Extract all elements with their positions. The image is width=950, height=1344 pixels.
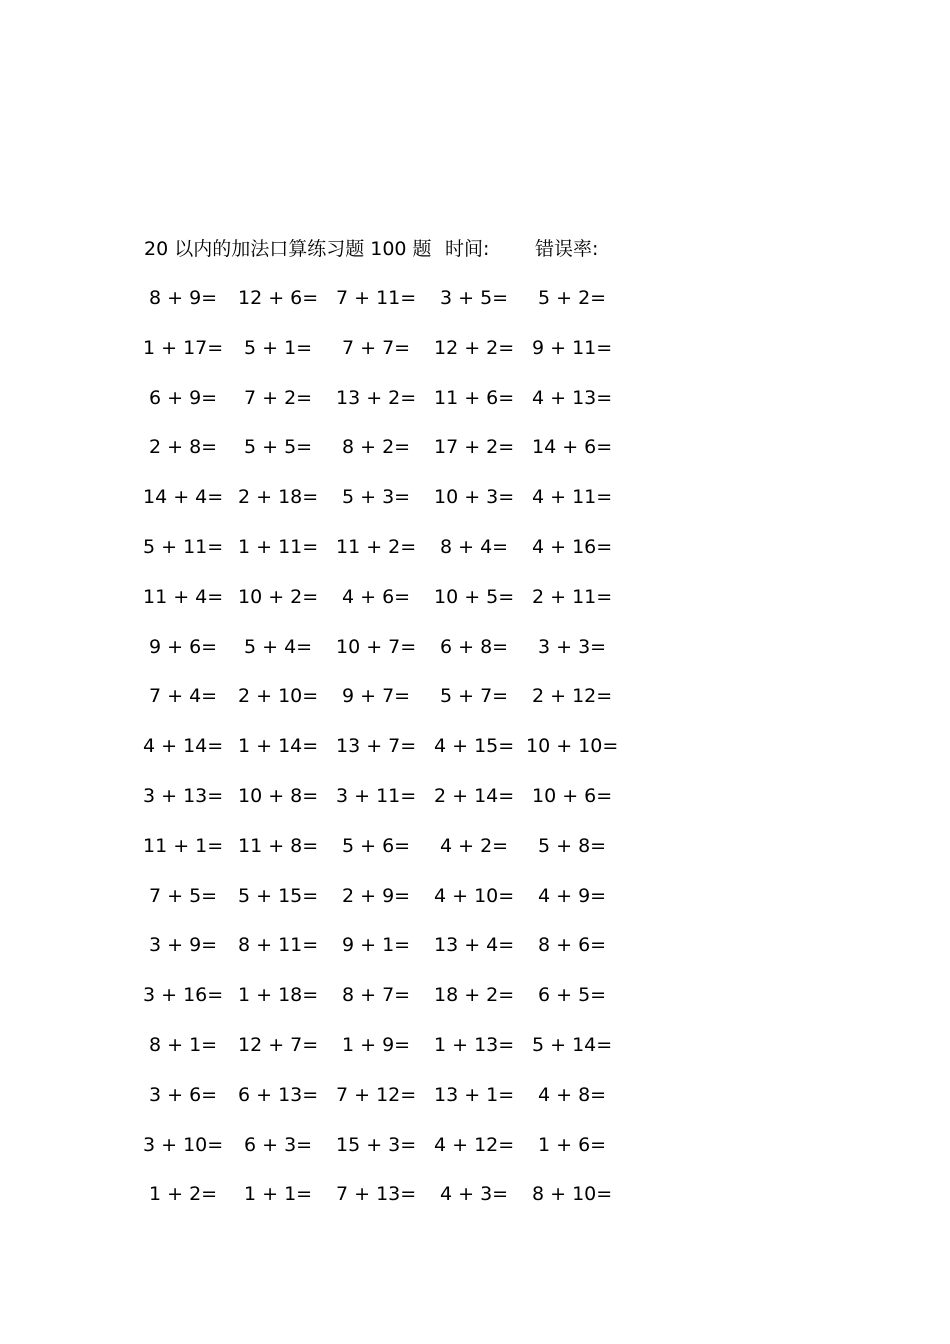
problem-item: 1 + 1= xyxy=(244,1183,313,1206)
problem-item: 5 + 6= xyxy=(342,834,411,857)
problem-item: 1 + 18= xyxy=(238,984,319,1007)
problem-item: 5 + 15= xyxy=(238,884,319,907)
problem-item: 8 + 9= xyxy=(149,287,218,309)
time-label: 时间: xyxy=(445,238,490,260)
problem-item: 2 + 14= xyxy=(434,785,515,807)
problem-item: 2 + 8= xyxy=(149,436,218,459)
problem-item: 2 + 9= xyxy=(342,884,411,907)
problem-item: 11 + 1= xyxy=(143,834,224,857)
problem-item: 6 + 9= xyxy=(149,386,218,409)
problem-item: 2 + 18= xyxy=(238,486,319,509)
problem-item: 8 + 1= xyxy=(149,1034,218,1056)
problem-item: 10 + 3= xyxy=(434,486,515,509)
problem-item: 6 + 13= xyxy=(238,1083,319,1106)
problem-item: 8 + 11= xyxy=(238,934,319,957)
problem-item: 7 + 7= xyxy=(342,336,411,359)
problem-item: 7 + 4= xyxy=(149,685,218,708)
problem-item: 2 + 11= xyxy=(532,585,613,608)
problem-item: 4 + 10= xyxy=(434,884,515,907)
problem-item: 1 + 6= xyxy=(538,1133,607,1156)
problem-item: 11 + 6= xyxy=(434,386,515,409)
problem-item: 3 + 13= xyxy=(143,785,224,807)
problem-item: 12 + 6= xyxy=(238,287,319,309)
problem-item: 1 + 14= xyxy=(238,735,319,758)
problem-item: 4 + 16= xyxy=(532,536,613,558)
problem-item: 6 + 3= xyxy=(244,1133,313,1156)
problem-item: 9 + 6= xyxy=(149,635,218,658)
problem-item: 13 + 1= xyxy=(434,1083,515,1106)
problem-item: 4 + 12= xyxy=(434,1133,515,1156)
problem-item: 8 + 2= xyxy=(342,436,411,459)
problem-item: 5 + 11= xyxy=(143,536,224,558)
problem-item: 4 + 6= xyxy=(342,585,411,608)
problem-item: 3 + 9= xyxy=(149,934,218,957)
problem-item: 13 + 2= xyxy=(336,386,417,409)
problem-item: 1 + 9= xyxy=(342,1034,411,1056)
problem-item: 11 + 8= xyxy=(238,834,319,857)
problem-item: 7 + 11= xyxy=(336,287,417,309)
problem-item: 8 + 4= xyxy=(440,536,509,558)
problem-item: 5 + 5= xyxy=(244,436,313,459)
problem-item: 1 + 2= xyxy=(149,1183,218,1206)
worksheet-title: 20 以内的加法口算练习题 100 题 xyxy=(144,238,432,260)
problem-item: 10 + 2= xyxy=(238,585,319,608)
problem-item: 1 + 17= xyxy=(143,336,224,359)
problem-item: 15 + 3= xyxy=(336,1133,417,1156)
problem-item: 5 + 2= xyxy=(538,287,607,309)
problem-item: 4 + 8= xyxy=(538,1083,607,1106)
problem-item: 9 + 11= xyxy=(532,336,613,359)
problem-item: 2 + 12= xyxy=(532,685,613,708)
problem-item: 10 + 7= xyxy=(336,635,417,658)
problem-item: 13 + 7= xyxy=(336,735,417,758)
problem-item: 3 + 6= xyxy=(149,1083,218,1106)
problem-item: 5 + 14= xyxy=(532,1034,613,1056)
problem-item: 3 + 3= xyxy=(538,635,607,658)
problem-item: 12 + 7= xyxy=(238,1034,319,1056)
problem-item: 1 + 13= xyxy=(434,1034,515,1056)
problem-item: 8 + 7= xyxy=(342,984,411,1007)
problem-item: 10 + 5= xyxy=(434,585,515,608)
problem-item: 4 + 2= xyxy=(440,834,509,857)
problem-item: 7 + 12= xyxy=(336,1083,417,1106)
problem-item: 10 + 8= xyxy=(238,785,319,807)
problem-item: 8 + 6= xyxy=(538,934,607,957)
problem-item: 12 + 2= xyxy=(434,336,515,359)
problem-item: 8 + 10= xyxy=(532,1183,613,1206)
problem-item: 7 + 13= xyxy=(336,1183,417,1206)
problem-item: 10 + 10= xyxy=(526,735,619,758)
problem-item: 3 + 10= xyxy=(143,1133,224,1156)
problem-item: 4 + 11= xyxy=(532,486,613,509)
problem-item: 4 + 13= xyxy=(532,386,613,409)
problem-item: 10 + 6= xyxy=(532,785,613,807)
problem-item: 5 + 4= xyxy=(244,635,313,658)
problem-item: 7 + 5= xyxy=(149,884,218,907)
problem-item: 17 + 2= xyxy=(434,436,515,459)
problem-item: 5 + 3= xyxy=(342,486,411,509)
problem-item: 9 + 7= xyxy=(342,685,411,708)
problem-item: 13 + 4= xyxy=(434,934,515,957)
problem-item: 4 + 9= xyxy=(538,884,607,907)
problem-item: 4 + 15= xyxy=(434,735,515,758)
problem-item: 5 + 8= xyxy=(538,834,607,857)
problem-item: 11 + 2= xyxy=(336,536,417,558)
problem-item: 7 + 2= xyxy=(244,386,313,409)
problem-item: 18 + 2= xyxy=(434,984,515,1007)
problem-item: 1 + 11= xyxy=(238,536,319,558)
problem-item: 11 + 4= xyxy=(143,585,224,608)
problem-item: 9 + 1= xyxy=(342,934,411,957)
problem-item: 3 + 11= xyxy=(336,785,417,807)
problem-item: 6 + 8= xyxy=(440,635,509,658)
problem-item: 6 + 5= xyxy=(538,984,607,1007)
problem-item: 5 + 1= xyxy=(244,336,313,359)
problem-item: 4 + 3= xyxy=(440,1183,509,1206)
problem-item: 14 + 6= xyxy=(532,436,613,459)
problem-item: 3 + 16= xyxy=(143,984,224,1007)
problem-item: 5 + 7= xyxy=(440,685,509,708)
problem-item: 4 + 14= xyxy=(143,735,224,758)
problem-item: 3 + 5= xyxy=(440,287,509,309)
error-rate-label: 错误率: xyxy=(535,238,599,260)
problem-item: 2 + 10= xyxy=(238,685,319,708)
problem-item: 14 + 4= xyxy=(143,486,224,509)
